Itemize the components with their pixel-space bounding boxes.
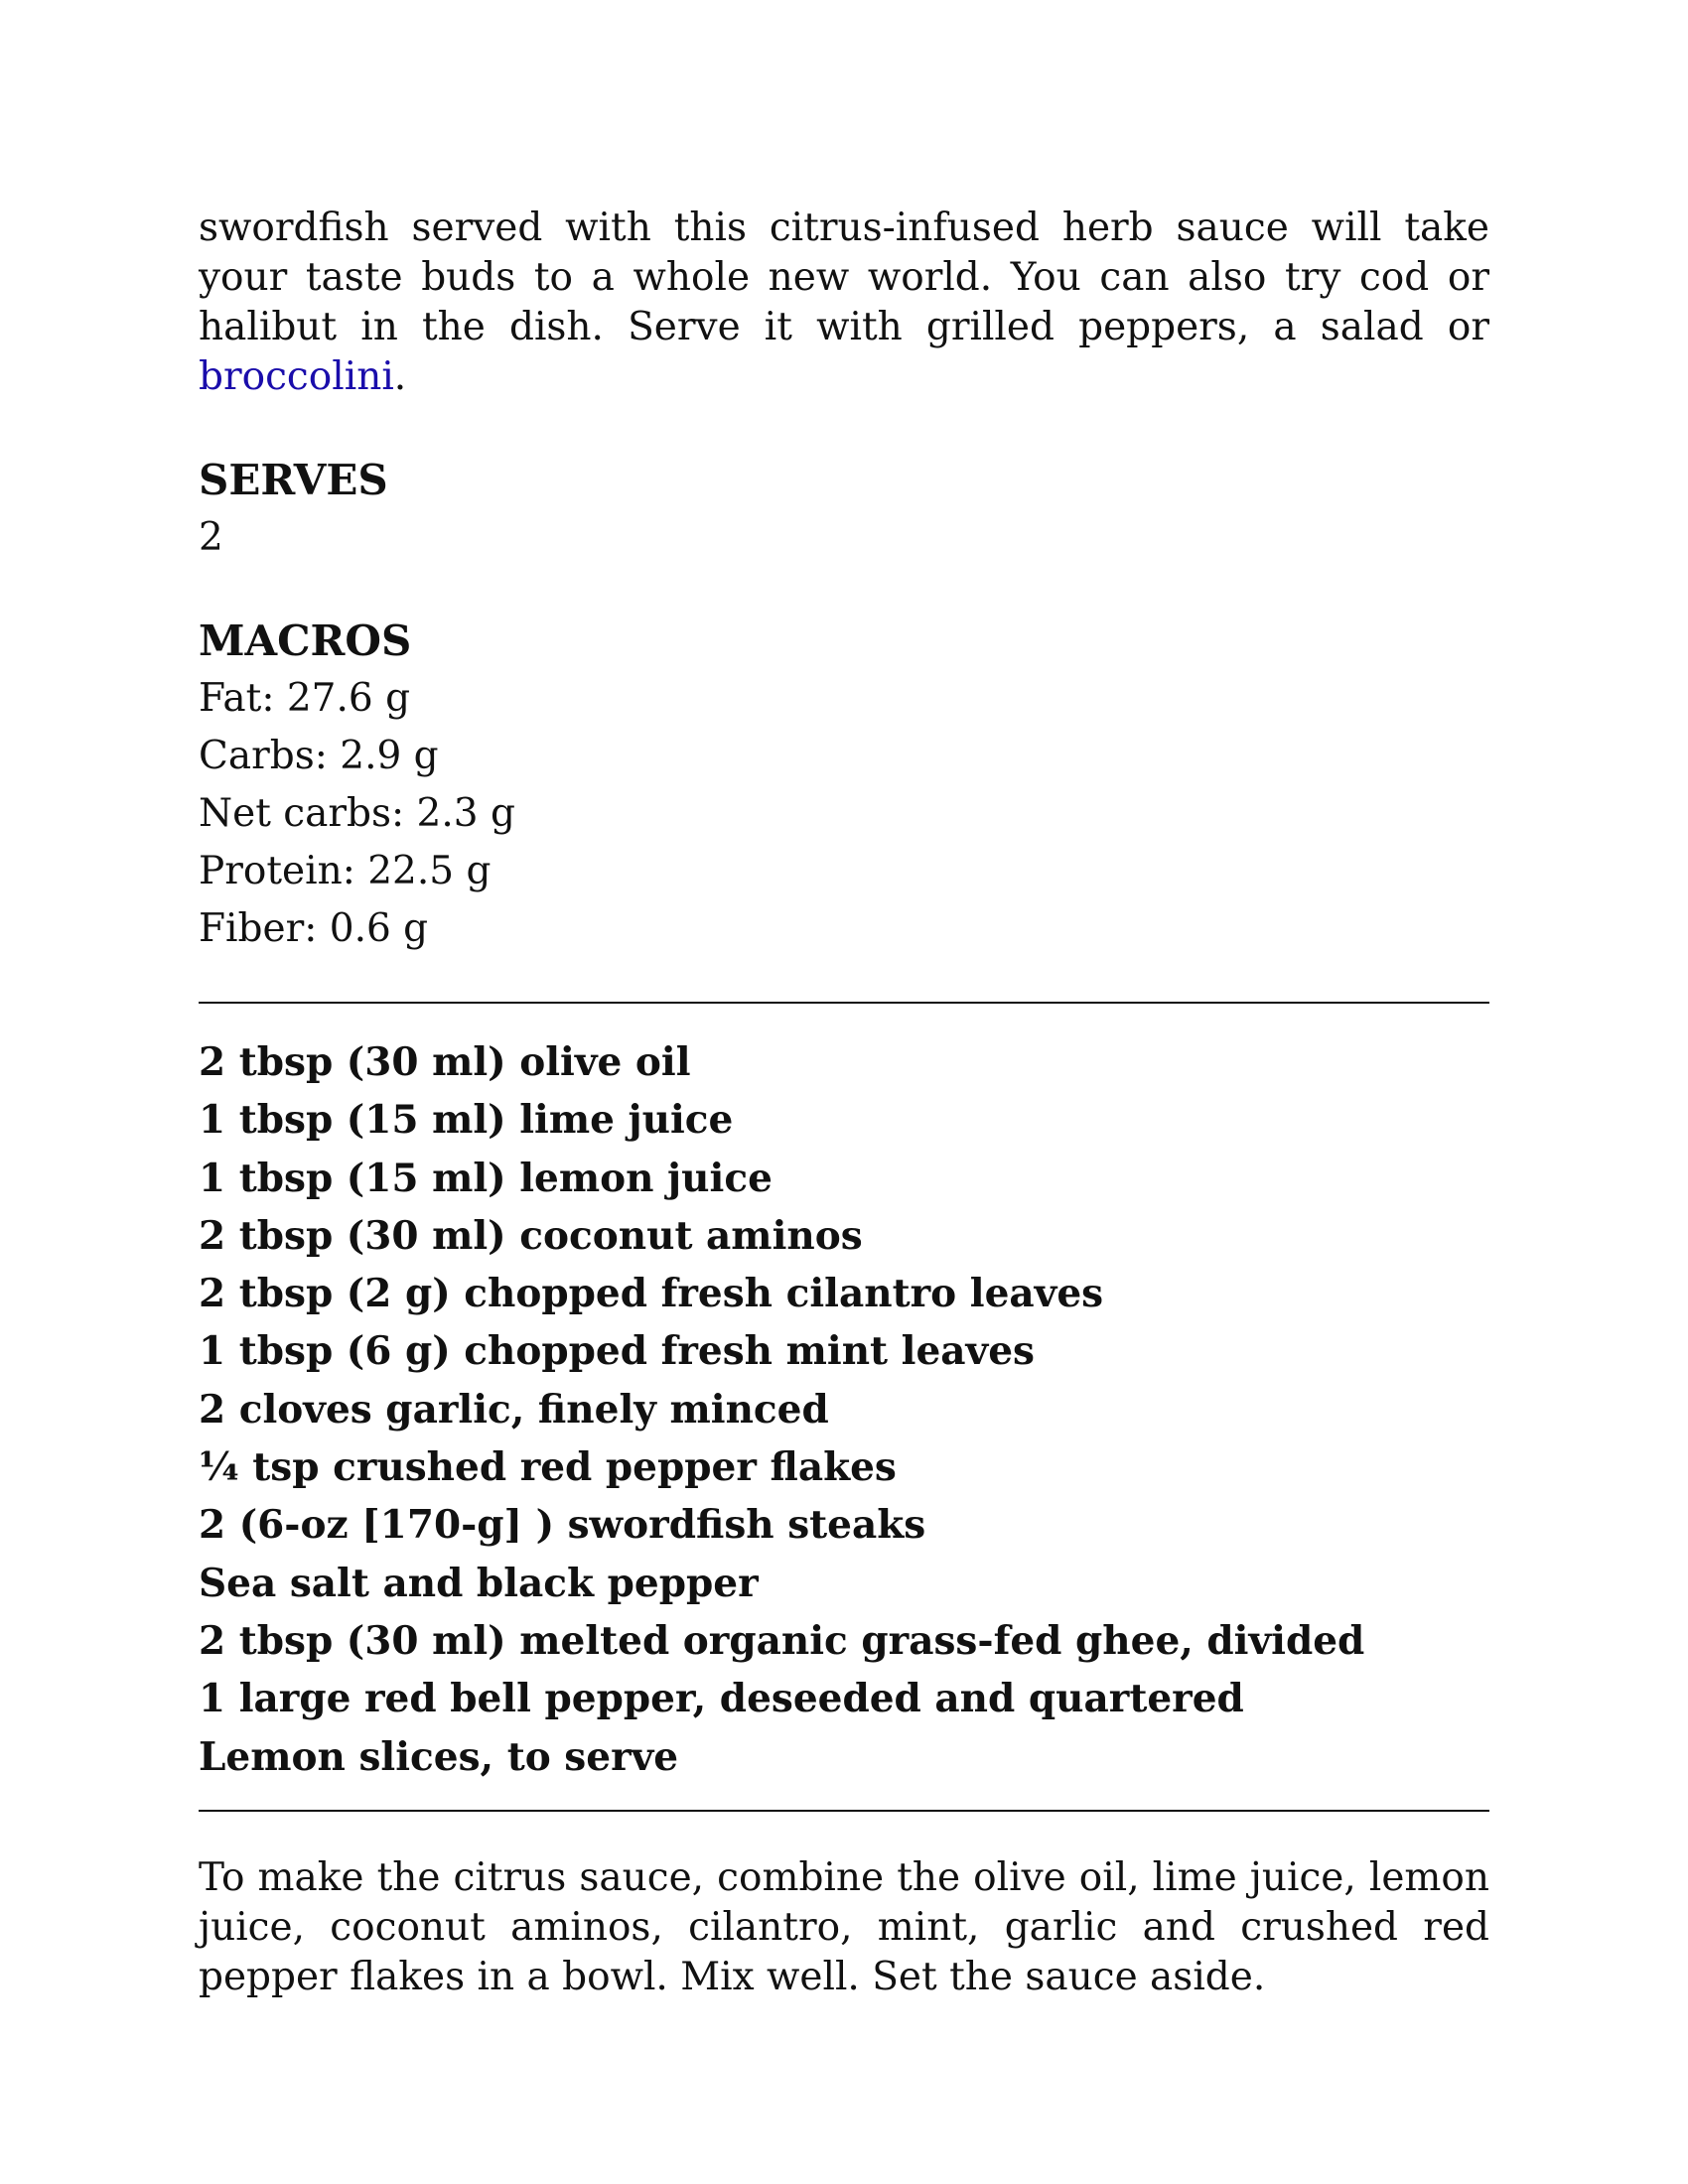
ingredient-item: 2 tbsp (30 ml) coconut aminos <box>199 1212 863 1259</box>
macro-fat: Fat: 27.6 g <box>199 676 411 721</box>
ingredient-item: 2 (6-oz [170-g] ) swordfish steaks <box>199 1502 926 1549</box>
divider-top <box>199 1002 1489 1004</box>
macro-carbs: Carbs: 2.9 g <box>199 734 439 778</box>
ingredient-item: 1 tbsp (15 ml) lemon juice <box>199 1155 773 1201</box>
ingredient-item: 1 large red bell pepper, deseeded and quartered <box>199 1676 1244 1722</box>
macro-net-carbs: Net carbs: 2.3 g <box>199 791 515 836</box>
ingredient-item: Sea salt and black pepper <box>199 1560 759 1606</box>
instruction-step-1: To make the citrus sauce, combine the olive oil, lime juice, lemon juice, coconut aminos, cilantro, mint, garlic and crushed red pepper flakes in a bowl. Mix well. Set the sauce aside. <box>199 1854 1489 1999</box>
broccolini-link[interactable]: broccolini <box>199 354 394 399</box>
macro-fiber: Fiber: 0.6 g <box>199 906 429 951</box>
serves-value: 2 <box>199 515 223 560</box>
ingredient-item: 2 tbsp (2 g) chopped fresh cilantro leaves <box>199 1271 1104 1317</box>
ingredient-item: 2 tbsp (30 ml) melted organic grass-fed ghee, divided <box>199 1617 1365 1664</box>
ingredient-item: 1 tbsp (6 g) chopped fresh mint leaves <box>199 1328 1035 1375</box>
intro-text-end: . <box>393 354 407 399</box>
ingredient-item: 1 tbsp (15 ml) lime juice <box>199 1097 734 1144</box>
serves-section <box>199 452 1489 567</box>
ingredient-item: 2 cloves garlic, finely minced <box>199 1386 829 1433</box>
ingredient-item: ¼ tsp crushed red pepper flakes <box>199 1444 897 1491</box>
ingredient-item: Lemon slices, to serve <box>199 1733 679 1780</box>
serves-heading: SERVES <box>199 456 388 504</box>
ingredient-item: 2 tbsp (30 ml) olive oil <box>199 1039 691 1085</box>
recipe-page <box>199 204 1489 2002</box>
macros-heading: MACROS <box>199 616 412 665</box>
macro-protein: Protein: 22.5 g <box>199 849 492 893</box>
ingredient-list <box>199 1033 1489 1786</box>
divider-bottom <box>199 1810 1489 1812</box>
macros-section <box>199 613 1489 958</box>
intro-paragraph <box>199 204 1489 402</box>
intro-text: swordfish served with this citrus-infused herb sauce will take your taste buds to a whole new world. You can also try cod or halibut in the dish. Serve it with grilled peppers, a salad or <box>199 205 1489 349</box>
